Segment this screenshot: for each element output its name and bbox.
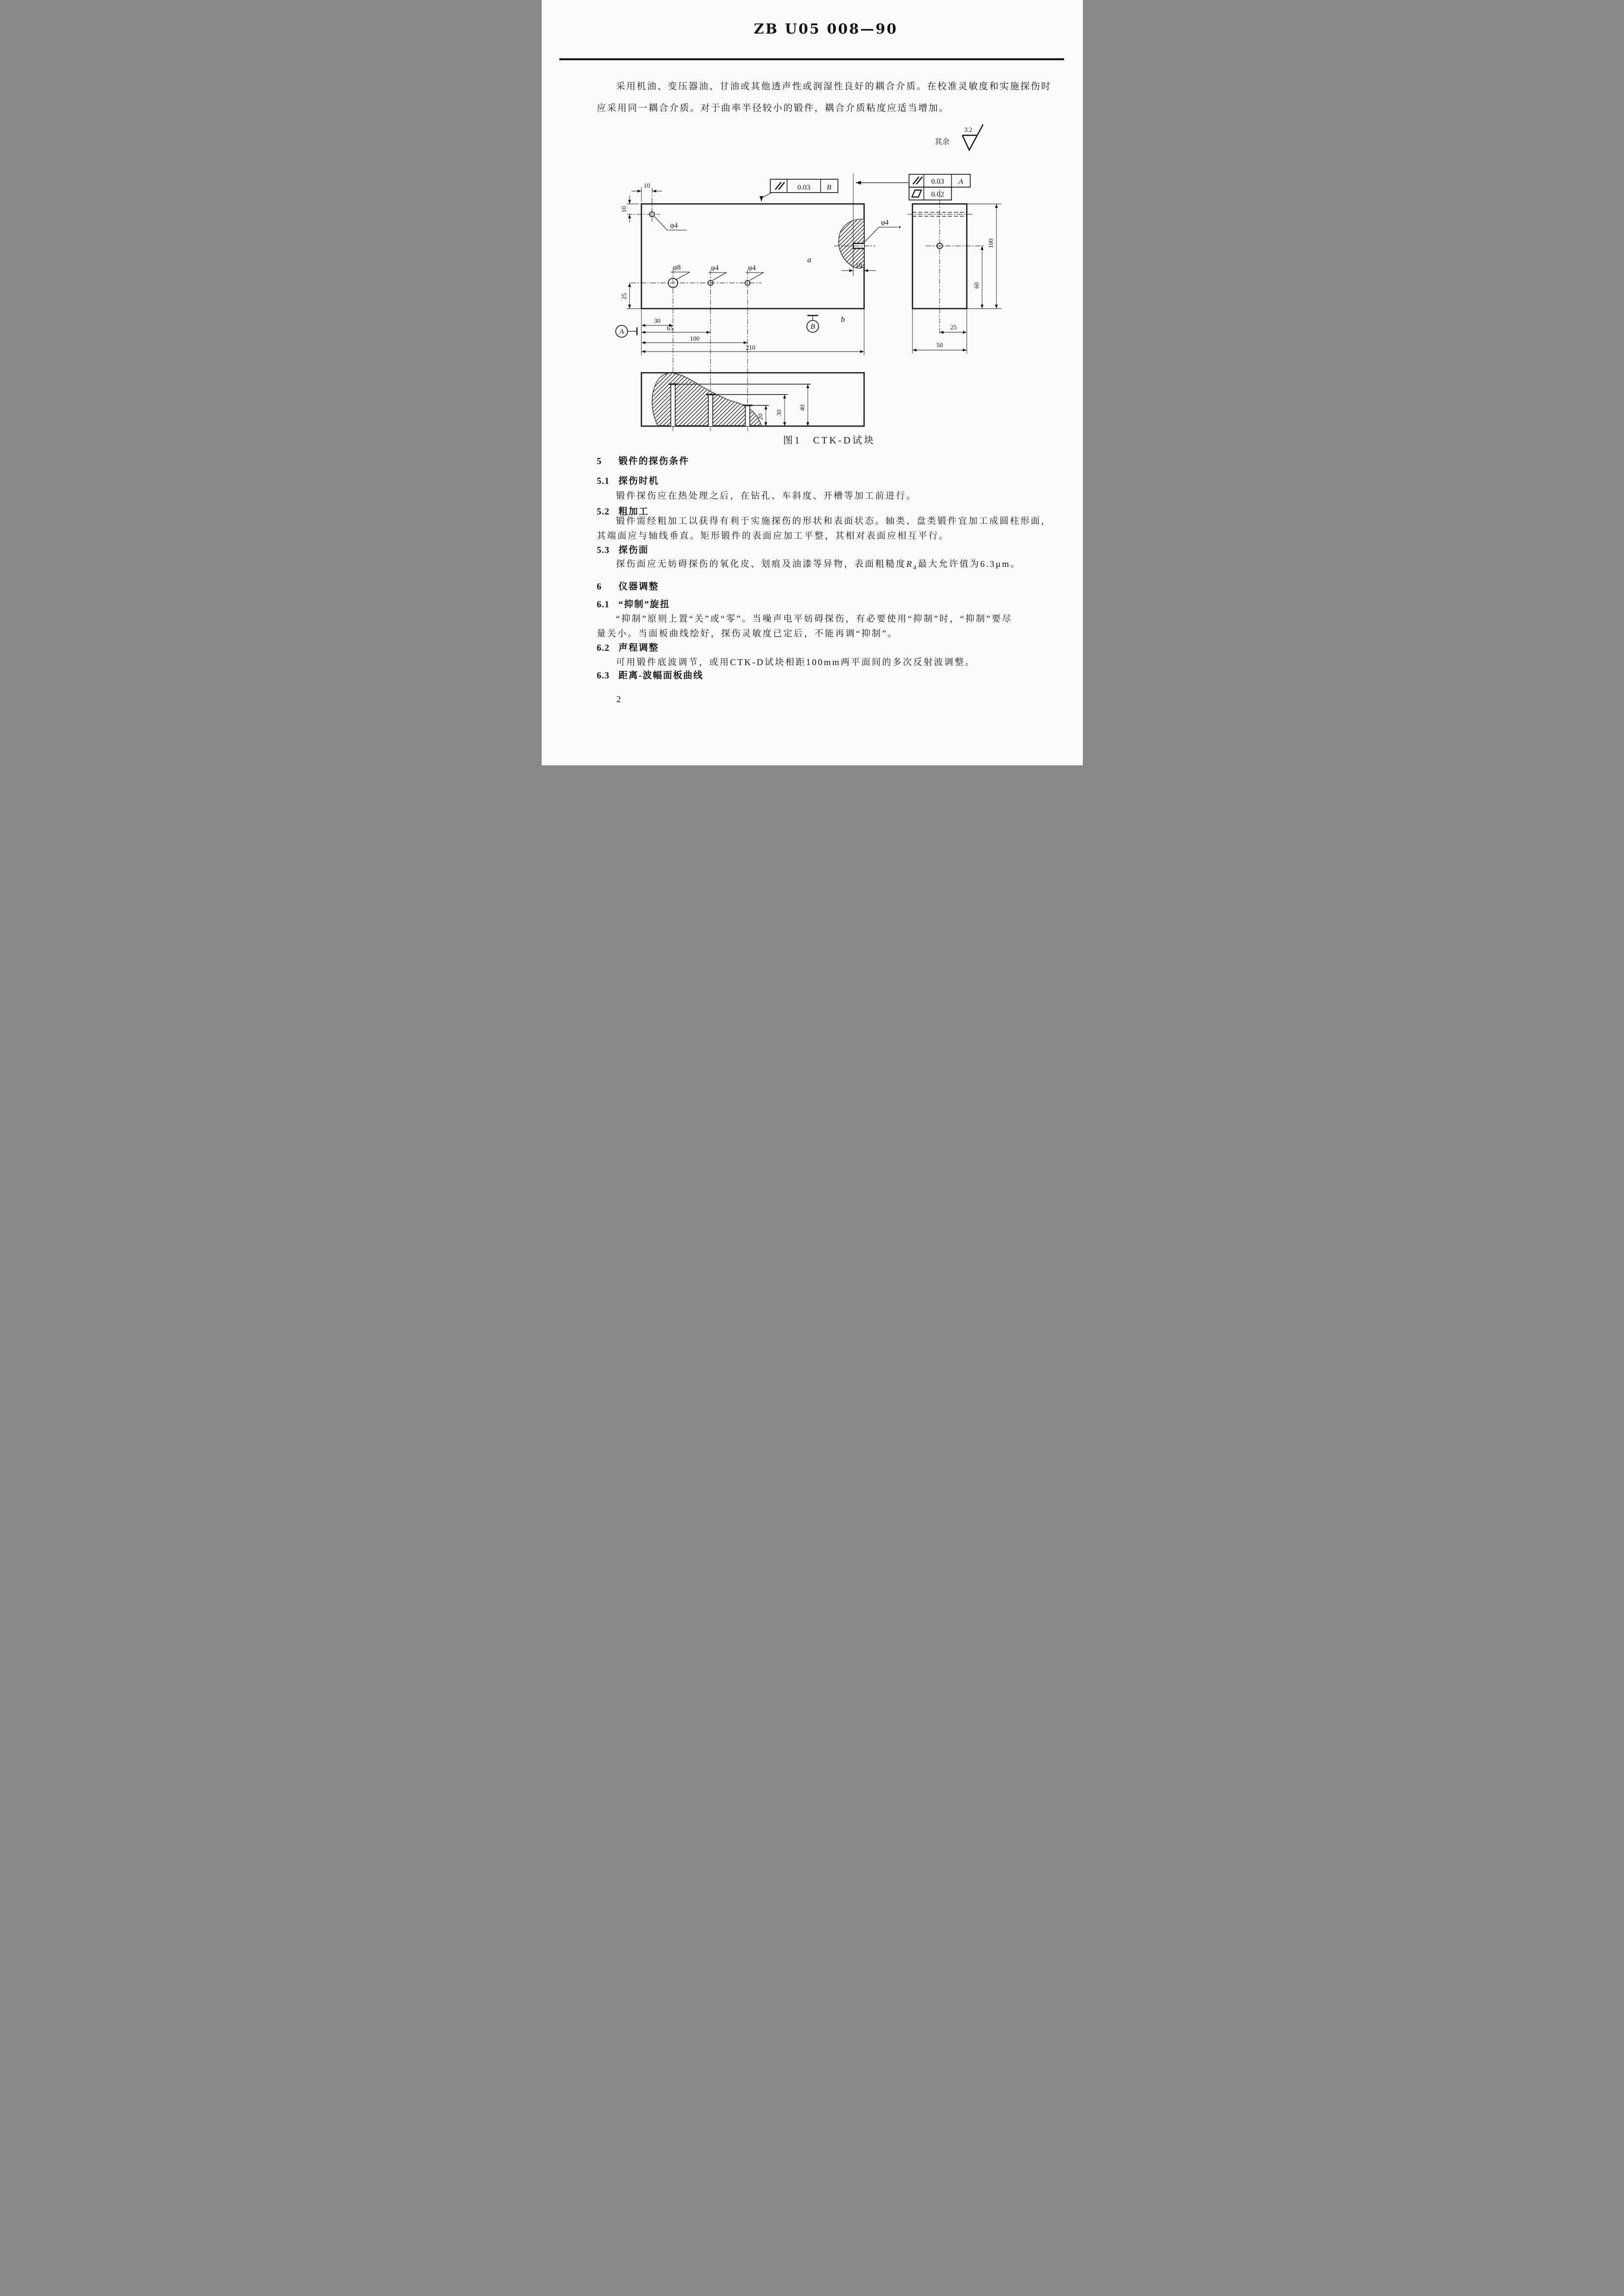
dim-left-25: 25 bbox=[620, 293, 628, 300]
hole-end-label: φ4 bbox=[880, 219, 889, 227]
paragraph-6-1-line-1: “抑制”原则上置“关”或“零”。当噪声电平妨碍探伤，有必要使用“抑制”时，“抑制”要尽 bbox=[616, 614, 1013, 624]
dim-sec-40: 40 bbox=[798, 404, 806, 411]
heading-5 bbox=[597, 454, 1068, 467]
tolerance-frame-b bbox=[761, 179, 838, 201]
figure-1-drawing bbox=[611, 122, 1045, 448]
figure-caption: 图1 CTK-D试块 bbox=[783, 435, 876, 446]
dim-end-10: 10 bbox=[855, 261, 862, 269]
header-rule bbox=[559, 58, 1064, 60]
dim-sec-30: 30 bbox=[775, 409, 783, 416]
paragraph-6-1-line-2: 量关小。当面板曲线绘好，探伤灵敏度已定后，不能再调“抑制”。 bbox=[596, 629, 898, 638]
heading-6-1-title: “抑制”旋扭 bbox=[618, 600, 671, 610]
heading-6-3-number: 6.3 bbox=[596, 671, 610, 681]
heading-5-1 bbox=[597, 474, 1068, 487]
heading-5-3 bbox=[597, 543, 1068, 556]
heading-5-1-title: 探伤时机 bbox=[618, 476, 659, 486]
dim-side-60: 60 bbox=[972, 282, 980, 289]
heading-6-3 bbox=[597, 669, 1068, 681]
heading-6-3-title: 距离-波幅面板曲线 bbox=[618, 671, 704, 681]
tolerance-a1-datum: A bbox=[958, 178, 963, 186]
roughness-note bbox=[935, 124, 983, 150]
heading-6-2-title: 声程调整 bbox=[618, 643, 659, 653]
paragraph-5-1 bbox=[597, 488, 1068, 503]
paragraph-5-2 bbox=[597, 514, 1068, 543]
roughness-value-label: 3.2 bbox=[964, 126, 972, 133]
tolerance-a2-value: 0.02 bbox=[931, 191, 944, 198]
dim-side-100: 100 bbox=[987, 238, 994, 248]
face-a-label: a bbox=[807, 256, 811, 264]
dim-100: 100 bbox=[689, 335, 700, 342]
roughness-symbol-r: R bbox=[906, 559, 913, 569]
dim-left-10: 10 bbox=[620, 206, 628, 213]
heading-5-3-number: 5.3 bbox=[596, 546, 610, 555]
heading-6-title: 仪器调整 bbox=[618, 582, 659, 592]
end-hole-section bbox=[834, 173, 901, 276]
heading-5-3-title: 探伤面 bbox=[618, 546, 649, 555]
dim-side-25: 25 bbox=[950, 323, 956, 331]
dim-top-10: 10 bbox=[643, 182, 650, 189]
hole-top-left-label: φ4 bbox=[670, 222, 678, 230]
paragraph-5-3 bbox=[597, 556, 1068, 575]
tolerance-a1-value: 0.03 bbox=[931, 178, 944, 186]
parallelism-icon bbox=[775, 182, 785, 190]
heading-5-2-title: 粗加工 bbox=[618, 507, 649, 517]
dim-65: 65 bbox=[667, 324, 673, 332]
side-view bbox=[908, 190, 1001, 354]
standard-number-title: ZB U05 008—90 bbox=[753, 21, 898, 37]
dim-sec-20: 20 bbox=[756, 413, 764, 420]
heading-6-1-number: 6.1 bbox=[596, 600, 610, 610]
paragraph-5-2-line-2: 其端面应与轴线垂直。矩形锻件的表面应加工平整，其相对表面应相互平行。 bbox=[596, 531, 950, 541]
heading-6-1 bbox=[597, 597, 1068, 610]
document-page bbox=[542, 0, 1083, 765]
face-b-label: b bbox=[840, 316, 845, 324]
parallelism-icon bbox=[913, 177, 922, 184]
intro-line-1: 采用机油、变压器油、甘油或其他透声性或润湿性良好的耦合介质。在校准灵敏度和实施探伤时 bbox=[616, 82, 1052, 92]
datum-b bbox=[807, 316, 819, 332]
paragraph-6-2 bbox=[597, 655, 1068, 670]
heading-5-1-number: 5.1 bbox=[596, 476, 610, 486]
flatness-icon bbox=[912, 190, 921, 197]
heading-5-number: 5 bbox=[596, 457, 602, 467]
heading-5-title: 锻件的探伤条件 bbox=[618, 457, 690, 467]
paragraph-6-2-line-1: 可用锻件底波调节，或用CTK-D试块相距100mm两平面间的多次反射波调整。 bbox=[616, 657, 976, 667]
hole-d8-label: φ8 bbox=[673, 264, 681, 272]
page-number: 2 bbox=[616, 694, 621, 704]
datum-a-label: A bbox=[619, 328, 624, 336]
paragraph-5-3-text-end: 最大允许值为6.3μm。 bbox=[918, 559, 1021, 569]
datum-b-label: B bbox=[810, 323, 815, 331]
tolerance-b-datum: B bbox=[826, 184, 832, 192]
dim-210: 210 bbox=[745, 344, 755, 351]
heading-6 bbox=[597, 580, 1068, 593]
paragraph-5-1-line-1: 锻件探伤应在热处理之后，在钻孔、车斜度、开槽等加工前进行。 bbox=[616, 491, 917, 501]
front-view-outline bbox=[641, 204, 864, 309]
roughness-symbol-sub: a bbox=[913, 563, 918, 571]
paragraph-5-3-text: 探伤面应无妨碍探伤的氧化皮、划痕及油漆等异物，表面粗糙度 bbox=[616, 559, 907, 569]
tolerance-b-value: 0.03 bbox=[797, 184, 810, 192]
datum-a bbox=[616, 325, 637, 337]
hole-d4b-label: φ4 bbox=[748, 264, 756, 272]
hole-d4a-label: φ4 bbox=[711, 264, 719, 272]
tolerance-frame-a-stack bbox=[856, 174, 970, 200]
paragraph-6-1 bbox=[597, 611, 1068, 641]
heading-5-2-number: 5.2 bbox=[596, 507, 610, 517]
roughness-prefix-label: 其余 bbox=[934, 138, 950, 146]
paragraph-5-2-line-1: 锻件需经粗加工以获得有利于实施探伤的形状和表面状态。轴类、盘类锻件宜加工成圆柱形面， bbox=[616, 516, 1052, 526]
dim-side-50: 50 bbox=[936, 341, 943, 349]
heading-6-2 bbox=[597, 641, 1068, 654]
intro-paragraph bbox=[597, 76, 1065, 119]
paragraph-5-3-line-1 bbox=[597, 556, 1068, 575]
heading-6-2-number: 6.2 bbox=[596, 643, 610, 653]
heading-6-number: 6 bbox=[596, 582, 602, 592]
intro-line-2: 应采用同一耦合介质。对于曲率半径较小的锻件，耦合介质粘度应适当增加。 bbox=[596, 104, 950, 114]
dim-30: 30 bbox=[654, 317, 660, 324]
section-view bbox=[641, 373, 864, 426]
